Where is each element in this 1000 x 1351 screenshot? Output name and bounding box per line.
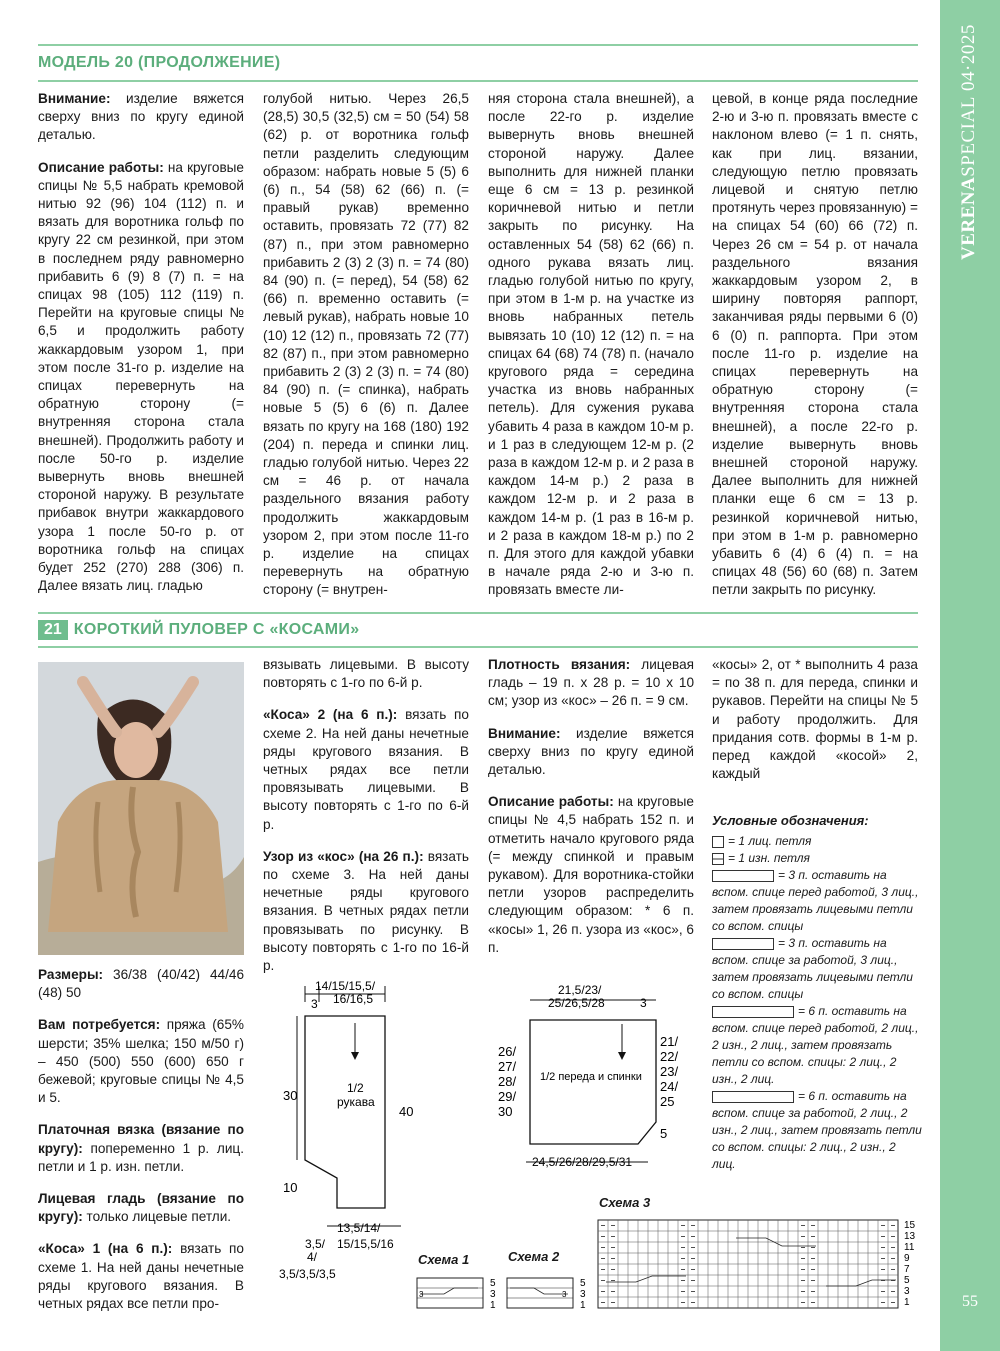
row-number: 13: [904, 1231, 916, 1242]
text-column-3: Плотность вязания: лицевая гладь – 19 п. х 28 р. = 10 х 10 см; узор из «кос» – 26 п. = 9 см. Внимание: изделие вяжется сверху вниз по кругу единой деталью. Описание работы: на круговые спицы № 4,5 набрать 152 п. и отметить начало кругового ряда (= между спинкой и правым рукавом). Для воротника-стойки петли узоров распределить следующим образом: * 6 п. «косы» 1, 26 п. узора из «кос», 6 п.: [488, 657, 694, 955]
scheme-2-label: Схема 2: [508, 1249, 560, 1264]
symbol-legend: [712, 812, 922, 1173]
sleeve-schematic: [275, 978, 425, 1283]
dim-text: 29/: [498, 1089, 517, 1104]
dim-text: 3: [640, 996, 647, 1010]
scheme-1-chart: [416, 1274, 500, 1314]
magazine-brand: VERENASPECIAL 04·2025: [958, 24, 979, 260]
section-top-rule: [38, 612, 918, 614]
cable6-left-symbol: [712, 1091, 794, 1103]
dim-text: 27/: [498, 1059, 517, 1074]
text-column-1: Размеры: 36/38 (40/42) 44/46 (48) 50 Вам потребуется: пряжа (65% шерсти; 35% шелка; 150 м/50 г) – 450 (500) 550 (600) 650 г бежевой; круговые спицы № 4,5 и 5. Платочная вязка (вязание по кругу): попеременно 1 р. лиц. петли и 1 р. изн. петли. Лицевая гладь (вязание по кругу): только лицевые петли. «Коса» 1 (на 6 п.): вязать по схеме 1. На ней даны нечетные ряды кругового вязания. В четных рядах все петли про-: [38, 967, 244, 1312]
dim-text: рукава: [337, 1095, 375, 1109]
purl-symbol: [712, 853, 724, 865]
row-number: 7: [904, 1264, 910, 1275]
side-strip: [940, 0, 1000, 1351]
body-schematic: [496, 980, 692, 1180]
dim-text: 3,5/: [305, 1237, 326, 1251]
dim-text: 16/16,5: [333, 992, 374, 1006]
text-column-2: вязывать лицевыми. В высоту повторять с 1-го по 6-й р. «Коса» 2 (на 6 п.): вязать по схеме 2. На ней даны нечетные ряды кругового вязания. В четных рядах все петли провязывать лицевыми. В высоту повторять с 1-го по 6-й р. Узор из «кос» (на 26 п.): вязать по схеме 3. На ней даны нечетные ряды кругового вязания. В четных рядах петли провязывать по рисунку. В высоту повторять с 1-го по 16-й р.: [263, 657, 469, 974]
dim-text: 22/: [660, 1049, 679, 1064]
section-title: МОДЕЛЬ 20 (ПРОДОЛЖЕНИЕ): [38, 54, 281, 71]
dim-text: 4/: [307, 1250, 318, 1264]
cable-mark: 3: [419, 1290, 424, 1299]
dim-text: 25/26,5/28: [548, 996, 605, 1010]
row-number: 3: [490, 1289, 496, 1300]
section-21-header: [38, 620, 359, 646]
section-20-header: [38, 54, 280, 80]
cable-right-symbol: [712, 870, 774, 882]
row-number: 1: [580, 1300, 586, 1311]
dim-text: 21/: [660, 1034, 679, 1049]
cable-left-symbol: [712, 938, 774, 950]
section-title: КОРОТКИЙ ПУЛОВЕР С «КОСАМИ»: [73, 621, 360, 638]
row-number: 15: [904, 1220, 916, 1231]
dim-text: 24/: [660, 1079, 679, 1094]
row-number: 3: [580, 1289, 586, 1300]
page-number: 55: [962, 1293, 978, 1310]
dim-text: 21,5/23/: [558, 983, 602, 997]
dim-text: 5: [660, 1126, 668, 1141]
dim-text: 40: [399, 1104, 414, 1119]
text-column-2: голубой нитью. Через 26,5 (28,5) 30,5 (32,5) см = 50 (54) 58 (62) р. от воротника гольф петли разделить следующим образом: набрать новые 5 (5) 6 (6) п., 54 (58) 62 (66) п. (= правый рукав) временно оставить, провязать 72 (77) 82 (87) п., при этом равномерно прибавить 2 (3) 2 (3) п. = 74 (80) 84 (90) п. (= перед), 54 (58) 62 (66) п. временно оставить (= левый рукав), набрать новые 10 (10) 12 (12) п., провязать 72 (77) 82 (87) п., при этом равномерно прибавить 2 (3) 2 (3) п. = 74 (80) 84 (90) п. (= спинка), набрать новые 5 (5) 6 (6) п. Далее вязать по кругу на 168 (180) 192 (204) п. переда и спинки лиц. гладью голубой нитью. Через 22 см = 46 р. от начала раздельного вязания работу продолжить жаккардовым узором 2, при этом после 11-го р. изделие на спицах перевернуть на обратную сторону (= внутрен-: [263, 91, 469, 598]
legend-item: = 3 п. оставить на вспом. спице за работой, 3 лиц., затем провязать лицевыми петли со вспом. спицы: [712, 936, 913, 1001]
dim-text: 3,5/3,5/3,5: [279, 1267, 336, 1281]
dim-text: 1/2: [347, 1081, 364, 1095]
dim-text: 3: [311, 997, 318, 1011]
legend-title: Условные обозначения:: [712, 813, 869, 828]
section-top-rule: [38, 44, 918, 46]
dim-text: 24,5/26/28/29,5/31: [532, 1155, 633, 1169]
legend-item: = 1 изн. петля: [712, 850, 922, 867]
dim-text: 25: [660, 1094, 675, 1109]
row-number: 5: [904, 1275, 910, 1286]
text-column-4: цевой, в конце ряда последние 2-ю и 3-ю п. провязать вместе с наклоном влево (= 1 п. снять, как при лиц. вязании, следующую петлю провязать лицевой и снятую петлю протянуть через провязанную) = на спицах 54 (60) 66 (72) п. Через 26 см = 54 р. от начала раздельного вязания жаккардовым узором 2, в ширину повторяя раппорт, заканчивая ряды первыми 6 (0) 6 (0) п. раппорта. При этом после 11-го р. изделие на спицах перевернуть на обратную сторону (= внутренняя сторона стала внешней), а после 22-го р. изделие вывернуть вновь внешней стороной наружу. Далее выполнить для нижней планки еще 6 см = 13 р. резинкой коричневой нитью, при этом в 1-м р. равномерно убавить 6 (4) 6 (4) п. = на спицах 48 (56) 60 (68) п. Затем петли закрыть по рисунку.: [712, 91, 918, 598]
scheme-2-chart: [506, 1274, 590, 1314]
dim-text: 30: [498, 1104, 513, 1119]
dim-text: 23/: [660, 1064, 679, 1079]
text-column-4: «косы» 2, от * выполнить 4 раза = по 38 п. для переда, спинки и рукавов. Перейти на спицы № 5 и работу продолжить. Для придания сотв. формы в 1-м р. перед каждой «косой» 2, каждый: [712, 657, 918, 782]
row-number: 5: [490, 1278, 496, 1289]
dim-text: 14/15/15,5/: [315, 979, 376, 993]
row-number: 1: [490, 1300, 496, 1311]
cable-mark: 3: [562, 1290, 567, 1299]
dim-text: 30: [283, 1088, 298, 1103]
legend-item: = 6 п. оставить на вспом. спице перед работой, 2 лиц., 2 изн., 2 лиц., затем провязать петли со вспом. спицы: 2 лиц., 2 изн., 2 лиц.: [712, 1004, 919, 1086]
section-number: 21: [38, 620, 68, 640]
knit-symbol: [712, 836, 724, 848]
dim-text: 10: [283, 1180, 298, 1195]
dim-text: 28/: [498, 1074, 517, 1089]
dim-text: 13,5/14/: [337, 1221, 381, 1235]
row-number: 11: [904, 1242, 915, 1253]
row-number: 9: [904, 1253, 910, 1264]
section-bottom-rule: [38, 80, 918, 82]
text-column-3: няя сторона стала внешней), а после 22-го р. изделие вывернуть вновь внешней стороной наружу. Далее выполнить для нижней планки еще 6 см = 13 р. резинкой коричневой нитью и петли закрыть по рисунку. На оставленных 54 (58) 62 (66) п. одного рукава вязать лиц. гладью голубой нитью по кругу, при этом в 1-м р. на участке из вновь набранных петель вывязать 10 (10) 12 (12) п. = на спицах 64 (68) 74 (78) п. (начало кругового ряда = середина участка из вновь набранных петель). Для сужения рукава убавить 4 раза в каждом 10-м р. и 1 раз в следующем 12-м р. (2 раза в каждом 12-м р. и 2 раза в каждом 14-м р.) 2 раза в каждом 12-м р. и 2 раза в каждом 14-м р. (1 раз в 16-м р. и 2 раза в каждом 18-м р.) по 2 п. Для этого для каждой убавки в начале ряда 2-ю и 3-ю п. провязать вместе ли-: [488, 91, 694, 598]
dim-text: 15/15,5/16: [337, 1237, 394, 1251]
scheme-3-chart: [596, 1216, 922, 1316]
row-number: 5: [580, 1278, 586, 1289]
cable6-right-symbol: [712, 1006, 794, 1018]
scheme-3-label: Схема 3: [599, 1195, 651, 1210]
section-bottom-rule: [38, 646, 918, 648]
dim-text: 26/: [498, 1044, 517, 1059]
legend-item: = 1 лиц. петля: [712, 833, 922, 850]
scheme-1-label: Схема 1: [418, 1252, 470, 1267]
legend-item: = 3 п. оставить на вспом. спице перед работой, 3 лиц., затем провязать лицевыми петли со вспом. спицы: [712, 868, 919, 933]
row-number: 3: [904, 1286, 910, 1297]
dim-text: 1/2 переда и спинки: [540, 1071, 642, 1083]
legend-item: = 6 п. оставить на вспом. спице за работой, 2 лиц., 2 изн., 2 лиц., затем провязать петли со вспом. спицы: 2 лиц., 2 изн., 2 лиц.: [712, 1089, 922, 1171]
model-photo: [38, 662, 244, 955]
row-number: 1: [904, 1297, 910, 1308]
text-column-1: Внимание: изделие вяжется сверху вниз по кругу единой деталью. Описание работы: на круговые спицы № 5,5 набрать кремовой нитью 92 (96) 104 (112) п. и вязать для воротника гольф по кругу 22 см резинкой, при этом в последнем ряду равномерно прибавить 6 (9) 8 (7) п. = на спицах 98 (105) 112 (119) п. Перейти на круговые спицы № 6,5 и продолжить работу жаккардовым узором 1, при этом после 31-го р. изделие на спицах перевернуть на обратную сторону (= внутренняя сторона стала внешней). Продолжить работу и после 50-го р. изделие вывернуть вновь внешней стороной наружу. В результате прибавок внутри жаккардового узора 1 после 50-го р. от воротника гольф на спицах будет 252 (270) 288 (306) п. Далее вязать лиц. гладью: [38, 91, 244, 594]
